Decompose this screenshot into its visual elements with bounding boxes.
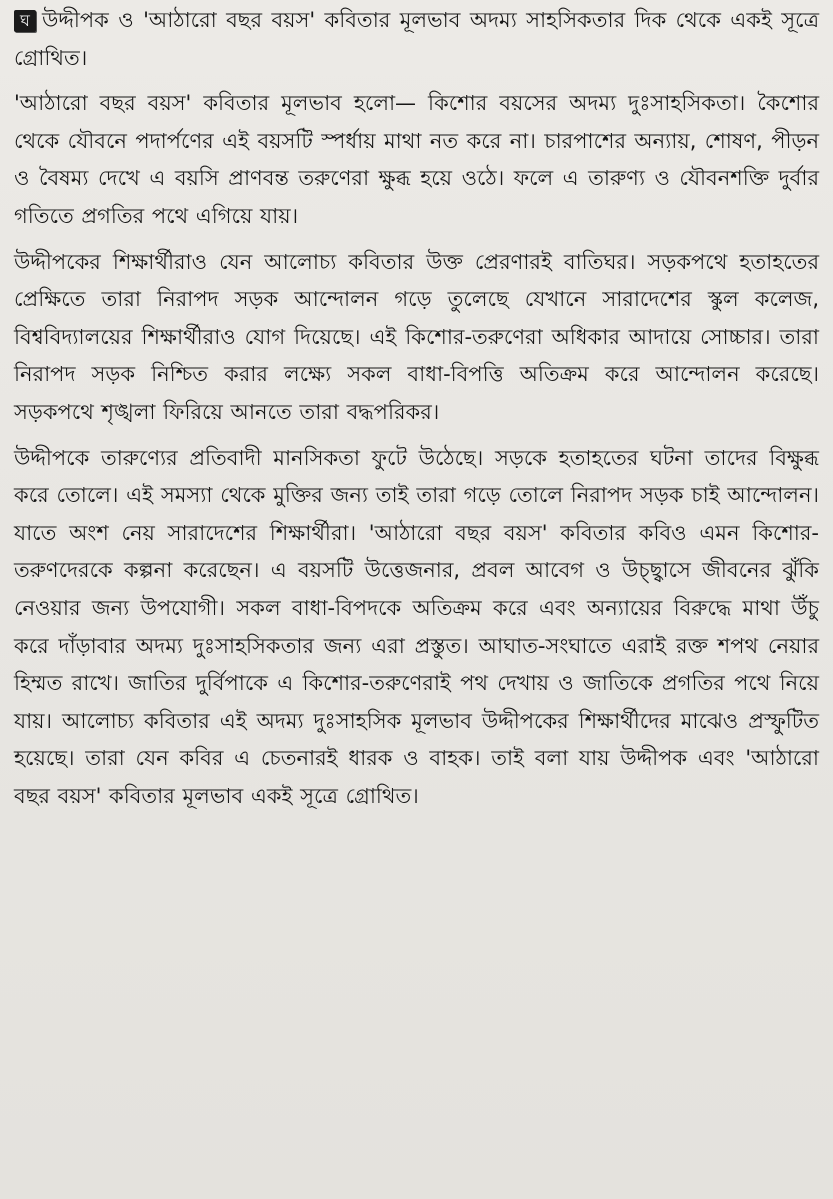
intro-text: উদ্দীপক ও 'আঠারো বছর বয়স' কবিতার মূলভাব অদম্য সাহসিকতার দিক থেকে একই সূত্রে গ্রোথিত। <box>14 8 819 70</box>
answer-marker-badge: ঘ <box>14 10 36 32</box>
comparison-conclusion-paragraph: উদ্দীপকে তারুণ্যের প্রতিবাদী মানসিকতা ফুটে উঠেছে। সড়কে হতাহতের ঘটনা তাদের বিক্ষুব্ধ করে তোলে। এই সমস্যা থেকে মুক্তির জন্য তাই তারা গড়ে তোলে নিরাপদ সড়ক চাই আন্দোলন। যাতে অংশ নেয় সারাদেশের শিক্ষার্থীরা। 'আঠারো বছর বয়স' কবিতার কবিও এমন কিশোর-তরুণদেরকে কল্পনা করেছেন। এ বয়সটি উত্তেজনার, প্রবল আবেগ ও উচ্ছ্বাসে জীবনের ঝুঁকি নেওয়ার জন্য উপযোগী। সকল বাধা-বিপদকে অতিক্রম করে এবং অন্যায়ের বিরুদ্ধে মাথা উঁচু করে দাঁড়াবার অদম্য দুঃসাহসিকতার জন্য এরা প্রস্তুত। আঘাত-সংঘাতে এরাই রক্ত শপথ নেয়ার হিম্মত রাখে। জাতির দুর্বিপাকে এ কিশোর-তরুণেরাই পথ দেখায় ও জাতিকে প্রগতির পথে নিয়ে যায়। আলোচ্য কবিতার এই অদম্য দুঃসাহসিক মূলভাব উদ্দীপকের শিক্ষার্থীদের মাঝেও প্রস্ফুটিত হয়েছে। তারা যেন কবির এ চেতনারই ধারক ও বাহক। তাই বলা যায় উদ্দীপক এবং 'আঠারো বছর বয়স' কবিতার মূলভাব একই সূত্রে গ্রোথিত। <box>14 445 819 808</box>
stimulus-students-paragraph: উদ্দীপকের শিক্ষার্থীরাও যেন আলোচ্য কবিতার উক্ত প্রেরণারই বাতিঘর। সড়কপথে হতাহতের প্রেক্ষিতে তারা নিরাপদ সড়ক আন্দোলন গড়ে তুলেছে যেখানে সারাদেশের স্কুল কলেজ, বিশ্ববিদ্যালয়ের শিক্ষার্থীরাও যোগ দিয়েছে। এই কিশোর-তরুণেরা অধিকার আদায়ে সোচ্চার। তারা নিরাপদ সড়ক নিশ্চিত করার লক্ষ্যে সকল বাধা-বিপত্তি অতিক্রম করে আন্দোলন করেছে। সড়কপথে শৃঙ্খলা ফিরিয়ে আনতে তারা বদ্ধপরিকর। <box>14 249 819 424</box>
poem-theme-paragraph: 'আঠারো বছর বয়স' কবিতার মূলভাব হলো— কিশোর বয়সের অদম্য দুঃসাহসিকতা। কৈশোর থেকে যৌবনে পদার্পণের এই বয়সটি স্পর্ধায় মাথা নত করে না। চারপাশের অন্যায়, শোষণ, পীড়ন ও বৈষম্য দেখে এ বয়সি প্রাণবন্ত তরুণেরা ক্ষুব্ধ হয়ে ওঠে। ফলে এ তারুণ্য ও যৌবনশক্তি দুর্বার গতিতে প্রগতির পথে এগিয়ে যায়। <box>14 91 820 228</box>
answer-intro-paragraph <box>14 2 819 77</box>
